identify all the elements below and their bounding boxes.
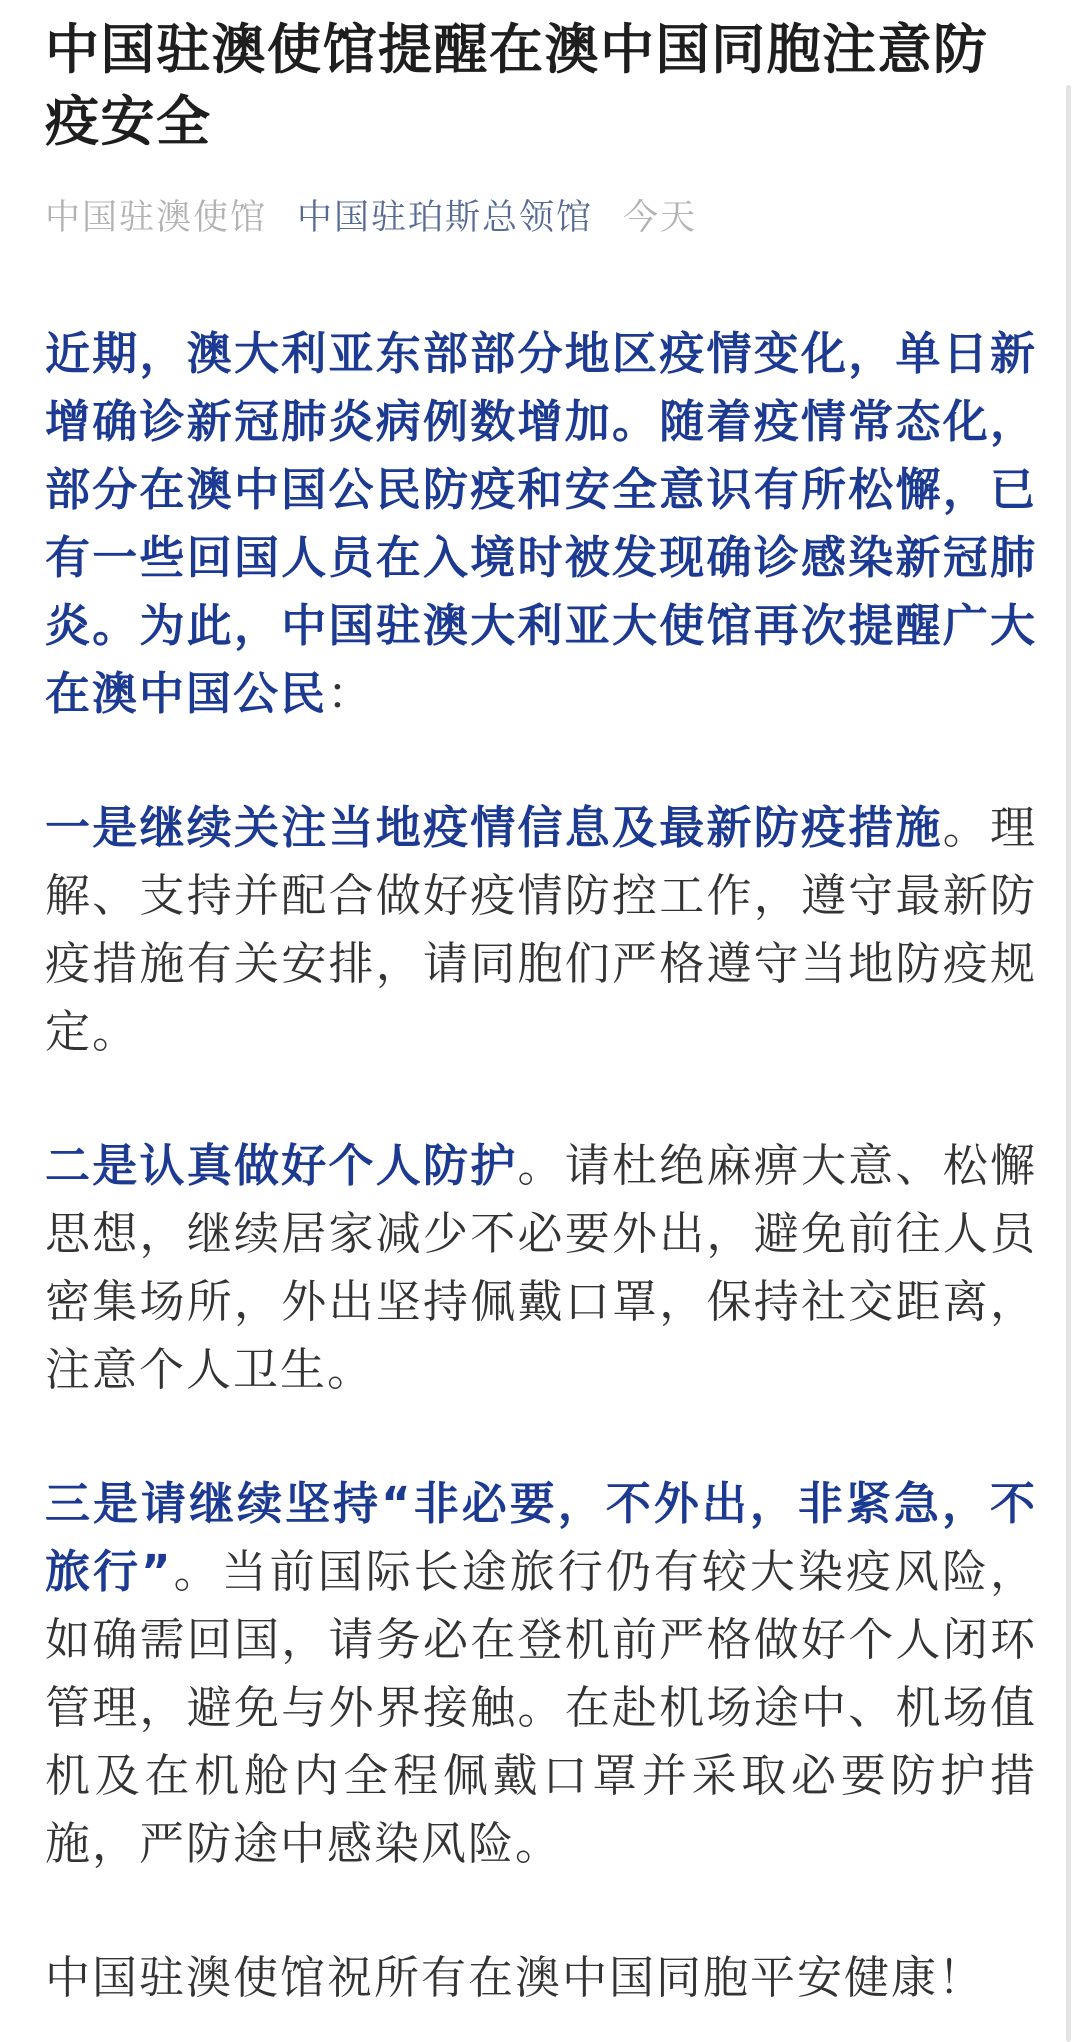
paragraph-point-one <box>45 794 1037 1066</box>
paragraph-point-two-emphasis: 二是认真做好个人防护 <box>45 1139 518 1192</box>
paragraph-point-two-text: 。请杜绝麻痹大意、松懈思想，继续居家减少不必要外出，避免前往人员密集场所，外出坚持佩戴口罩，保持社交距离，注意个人卫生。 <box>45 1139 1037 1396</box>
paragraph-point-three <box>45 1470 1037 1878</box>
paragraph-point-one-emphasis: 一是继续关注当地疫情信息及最新防疫措施 <box>45 801 943 854</box>
paragraph-intro-text: ： <box>327 667 375 720</box>
paragraph-closing-text: 中国驻澳使馆祝所有在澳中国同胞平安健康！ <box>45 1951 986 2004</box>
paragraph-point-one-text: 。理解、支持并配合做好疫情防控工作，遵守最新防疫措施有关安排，请同胞们严格遵守当地防疫规定。 <box>45 801 1037 1058</box>
account-name-link[interactable]: 中国驻珀斯总领馆 <box>297 198 594 238</box>
paragraph-intro-emphasis: 近期，澳大利亚东部部分地区疫情变化，单日新增确诊新冠肺炎病例数增加。随着疫情常态化，部分在澳中国公民防疫和安全意识有所松懈，已有一些回国人员在入境时被发现确诊感染新冠肺炎。为此，中国驻澳大利亚大使馆再次提醒广大在澳中国公民 <box>45 327 1037 720</box>
paragraph-point-two <box>45 1132 1037 1404</box>
article-body <box>45 320 1037 2012</box>
paragraph-point-three-text: 。当前国际长途旅行仍有较大染疫风险，如确需回国，请务必在登机前严格做好个人闭环管理，避免与外界接触。在赴机场途中、机场值机及在机舱内全程佩戴口罩并采取必要防护措施，严防途中感染风险。 <box>45 1545 1037 1870</box>
author-name: 中国驻澳使馆 <box>45 198 268 238</box>
paragraph-point-three-emphasis: 三是请继续坚持“非必要，不外出，非紧急，不旅行” <box>45 1477 1037 1598</box>
paragraph-intro <box>45 320 1037 728</box>
article-title: 中国驻澳使馆提醒在澳中国同胞注意防疫安全 <box>45 18 989 153</box>
publish-date: 今天 <box>623 198 698 238</box>
scrollbar[interactable] <box>1066 85 1071 2042</box>
paragraph-closing <box>45 1944 1037 2012</box>
article-meta <box>45 193 1030 243</box>
